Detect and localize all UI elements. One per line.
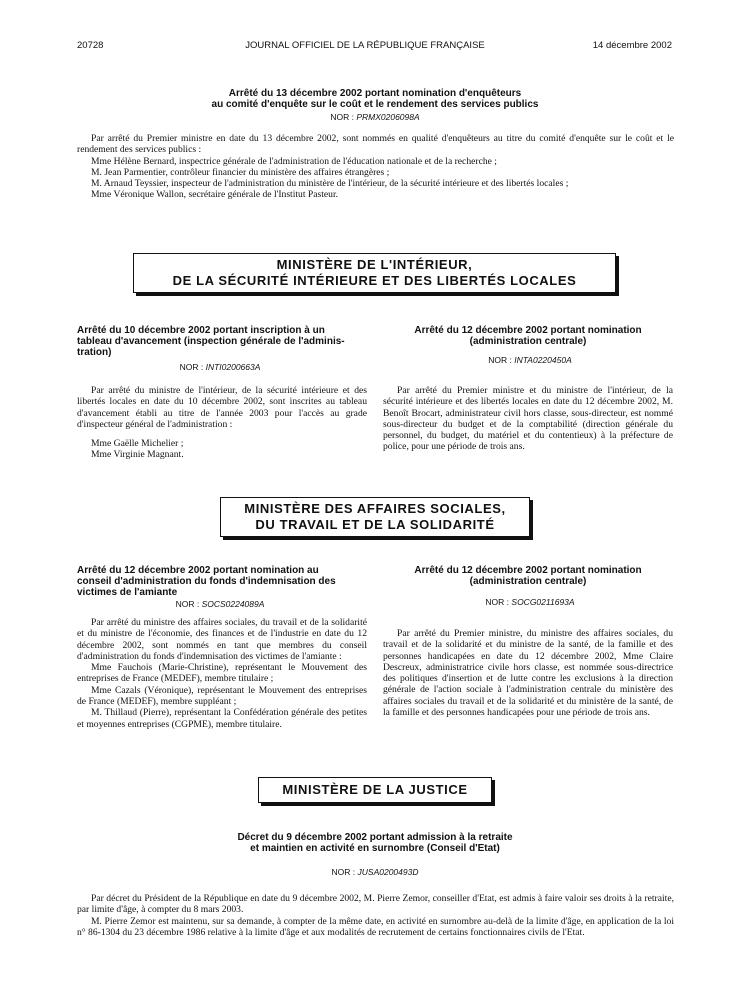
section3-left-nor: NOR : SOCS0224089A bbox=[175, 599, 265, 609]
section3-left-body: Par arrêté du ministre des affaires sociales, du travail et de la solidarité et du ministre de l'économie, des finances et de l'industrie en date du 12 décembre 2002, sont nommés en tant que membres du conseil d'administration du fonds d'indemnisation des victimes de l'amiante : Mme Fauchois (Marie-Christine), représentant le Mouvement des entreprises de France (MEDEF), membre titulaire ; Mme Cazals (Véronique), représentant le Mouvement des entreprises de France (MEDEF), membre suppléant ; M. Thillaud (Pierre), représentant la Confédération générale des petites et moyennes entreprises (CGPME), membre titulaire. bbox=[77, 617, 367, 730]
issue-date: 14 décembre 2002 bbox=[592, 40, 672, 51]
ministry-affaires-sociales-box: MINISTÈRE DES AFFAIRES SOCIALES, DU TRAVAIL ET DE LA SOLIDARITÉ bbox=[220, 497, 530, 537]
section3-right-nor: NOR : SOCG0211693A bbox=[485, 597, 575, 607]
section1-body: Par arrêté du Premier ministre en date du 13 décembre 2002, sont nommés en qualité d'enquêteurs au titre du comité d'enquête sur le coût et le rendement des services publics : Mme Hélène Bernard, inspectrice générale de l'administration de l'éducation nationale et de la recherche ; M. Jean Parmentier, contrôleur financier du ministère des affaires étrangères ; M. Arnaud Teyssier, inspecteur de l'administration du ministère de l'intérieur, de la sécurité intérieure et des libertés locales ; Mme Véronique Wallon, secrétaire générale de l'Institut Pasteur. bbox=[77, 133, 674, 201]
section2-right-body: Par arrêté du Premier ministre et du ministre de l'intérieur, de la sécurité intérieure et des libertés locales en date du 12 décembre 2002, M. Benoît Brocart, administrateur civil hors classe, sous-directeur, est nommé sous-directeur du budget et de la comptabilité (direction générale du personnel, du budget, du matériel et du contentieux) à la préfecture de police, pour une période de trois ans. bbox=[383, 385, 673, 453]
section1-title: Arrêté du 13 décembre 2002 portant nomination d'enquêteurs au comité d'enquête sur le coût et le rendement des services publics bbox=[211, 88, 539, 110]
section3-right-title: Arrêté du 12 décembre 2002 portant nomination (administration centrale) bbox=[414, 565, 642, 587]
section4-title: Décret du 9 décembre 2002 portant admission à la retraite et maintien en activité en surnombre (Conseil d'Etat) bbox=[237, 832, 513, 854]
ministry-justice-box: MINISTÈRE DE LA JUSTICE bbox=[258, 777, 492, 803]
section3-right-body: Par arrêté du Premier ministre, du ministre des affaires sociales, du travail et de la solidarité et du ministre de la santé, de la famille et des personnes handicapées en date du 12 décembre 2002, Mme Claire Descreux, administratrice civile hors classe, est nommée sous-directrice des politiques d'insertion et de lutte contre les exclusions à la direction générale de l'action sociale à l'administration centrale du ministère des affaires sociales du travail et de la solidarité et du ministère de la santé, de la famille et des personnes handicapées pour une période de trois ans. bbox=[383, 628, 673, 719]
page-number: 20728 bbox=[77, 40, 104, 51]
section4-body: Par décret du Président de la République en date du 9 décembre 2002, M. Pierre Zemor, conseiller d'Etat, est admis à faire valoir ses droits à la retraite, par limite d'âge, à compter du 8 mars 2003. M. Pierre Zemor est maintenu, sur sa demande, à compter de la même date, en activité en surnombre au-delà de la limite d'âge, en application de la loi n° 86-1304 du 23 décembre 1986 relative à la limite d'âge et aux modalités de recrutement de certains fonctionnaires civils de l'Etat. bbox=[77, 893, 674, 938]
section2-left-nor: NOR : INTI0200663A bbox=[179, 362, 261, 372]
section2-right-title: Arrêté du 12 décembre 2002 portant nomination (administration centrale) bbox=[414, 325, 642, 347]
section3-left-title: Arrêté du 12 décembre 2002 portant nomination au conseil d'administration du fonds d'indemnisation des victimes de l'amiante bbox=[77, 565, 336, 598]
section2-right-nor: NOR : INTA0220450A bbox=[488, 355, 572, 365]
ministry-interieur-box: MINISTÈRE DE L'INTÉRIEUR, DE LA SÉCURITÉ INTÉRIEURE ET DES LIBERTÉS LOCALES bbox=[133, 253, 616, 293]
journal-title: JOURNAL OFFICIEL DE LA RÉPUBLIQUE FRANÇAISE bbox=[245, 40, 485, 51]
section1-nor: NOR : PRMX0206098A bbox=[330, 112, 420, 122]
section4-nor: NOR : JUSA0200493D bbox=[331, 867, 419, 877]
section2-left-body: Par arrêté du ministre de l'intérieur, de la sécurité intérieure et des libertés locales en date du 10 décembre 2002, sont inscrites au tableau d'avancement établi au titre de l'année 2003 pour l'accès au grade d'inspecteur général de l'administration : Mme Gaëlle Michelier ; Mme Virginie Magnant. bbox=[77, 385, 367, 461]
section2-left-title: Arrêté du 10 décembre 2002 portant inscription à un tableau d'avancement (inspection générale de l'adminis- tration) bbox=[77, 325, 345, 358]
